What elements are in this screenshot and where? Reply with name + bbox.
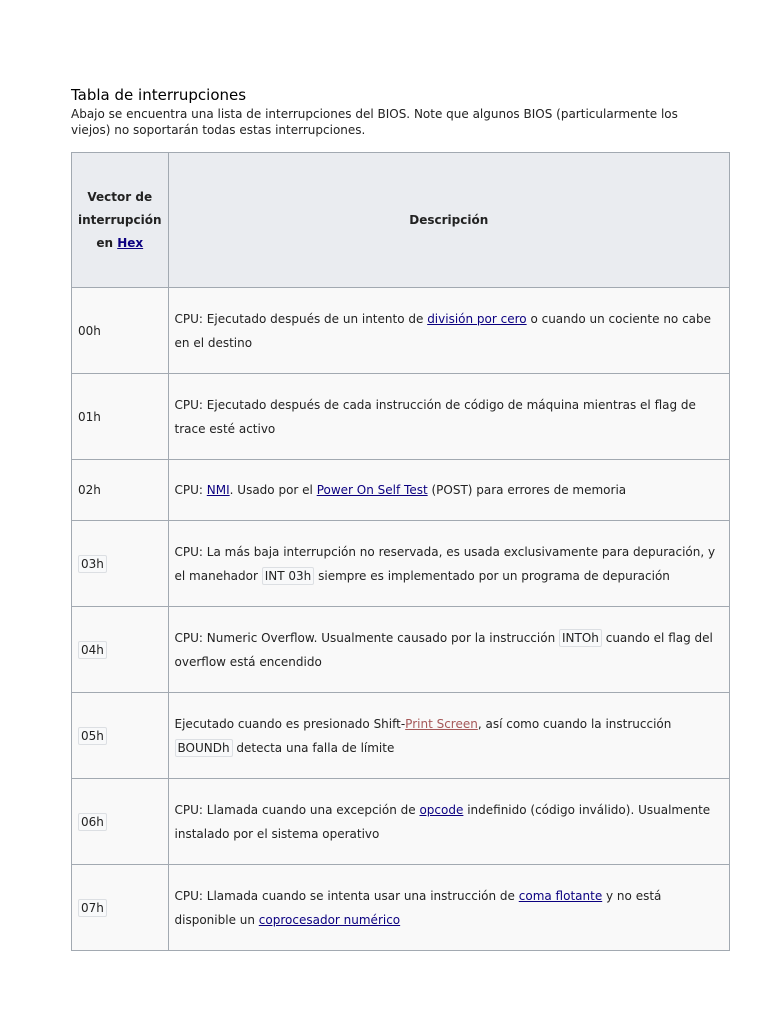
section-title: Tabla de interrupciones <box>71 86 247 104</box>
section-intro: Abajo se encuentra una lista de interrupciones del BIOS. Note que algunos BIOS (particularmente los viejos) no soportarán todas estas interrupciones. <box>71 107 678 137</box>
vector-code: 05h <box>78 727 107 745</box>
table-row <box>72 779 730 865</box>
description-text: y no está disponible un <box>174 888 662 927</box>
interrupt-table <box>71 152 730 951</box>
header-vector <box>72 153 169 288</box>
description-text: o cuando un cociente no cabe en el destino <box>174 311 712 350</box>
link-print-screen[interactable]: Print Screen <box>405 716 478 731</box>
link-power-on-self-test[interactable]: Power On Self Test <box>316 483 428 497</box>
link-coma-flotante[interactable]: coma flotante <box>518 888 603 903</box>
description-cell <box>168 288 729 374</box>
header-vector-label: Vector de interrupción en <box>78 189 162 250</box>
description-cell <box>168 693 729 779</box>
inline-code: INTOh <box>559 629 602 647</box>
hex-link[interactable]: Hex <box>117 235 144 250</box>
description-text: siempre es implementado por un programa de depuración <box>314 568 670 583</box>
vector-code: 07h <box>78 899 107 917</box>
table-header-row <box>72 153 730 288</box>
link-opcode[interactable]: opcode <box>419 802 464 817</box>
description-text: CPU: Llamada cuando una excepción de <box>174 802 420 817</box>
vector-cell <box>72 865 169 951</box>
vector-cell <box>72 460 169 521</box>
description-text: Ejecutado cuando es presionado Shift- <box>174 716 406 731</box>
description-cell <box>168 521 729 607</box>
vector-code: 02h <box>78 483 101 497</box>
table-row <box>72 693 730 779</box>
inline-code: BOUNDh <box>175 739 233 757</box>
link-coprocesador-numerico[interactable]: coprocesador numérico <box>258 912 401 927</box>
vector-code: 01h <box>78 409 101 424</box>
vector-cell <box>72 521 169 607</box>
inline-code: INT 03h <box>262 567 315 585</box>
table-row <box>72 460 730 521</box>
description-text: CPU: La más baja interrupción no reservada, es usada exclusivamente para depuración, y el manehador <box>174 544 716 583</box>
vector-cell <box>72 693 169 779</box>
table-row <box>72 288 730 374</box>
description-cell <box>168 865 729 951</box>
description-text: CPU: Ejecutado después de cada instrucción de código de máquina mientras el flag de trace esté activo <box>174 397 696 436</box>
description-text: CPU: Ejecutado después de un intento de <box>174 311 428 326</box>
description-cell <box>168 607 729 693</box>
description-text: detecta una falla de límite <box>232 740 395 755</box>
table-row <box>72 607 730 693</box>
header-description: Descripción <box>168 153 729 288</box>
description-text: CPU: Llamada cuando se intenta usar una instrucción de <box>174 888 519 903</box>
table-row <box>72 521 730 607</box>
link-division-por-cero[interactable]: división por cero <box>427 311 527 326</box>
description-cell <box>168 460 729 521</box>
description-cell <box>168 374 729 460</box>
link-nmi[interactable]: NMI <box>206 483 230 497</box>
table-row <box>72 865 730 951</box>
description-text: . Usado por el <box>229 483 317 497</box>
vector-code: 03h <box>78 555 107 573</box>
vector-code: 00h <box>78 323 101 338</box>
description-text: cuando el flag del overflow está encendido <box>174 630 713 669</box>
description-cell <box>168 779 729 865</box>
description-text: (POST) para errores de memoria <box>427 483 627 497</box>
vector-code: 04h <box>78 641 107 659</box>
vector-cell <box>72 607 169 693</box>
description-text: CPU: <box>174 483 207 497</box>
table-row <box>72 374 730 460</box>
vector-cell <box>72 374 169 460</box>
description-text: CPU: Numeric Overflow. Usualmente causado por la instrucción <box>174 630 559 645</box>
vector-cell <box>72 288 169 374</box>
vector-code: 06h <box>78 813 107 831</box>
vector-cell <box>72 779 169 865</box>
description-text: indefinido (código inválido). Usualmente instalado por el sistema operativo <box>174 802 711 841</box>
description-text: , así como cuando la instrucción <box>477 716 672 731</box>
